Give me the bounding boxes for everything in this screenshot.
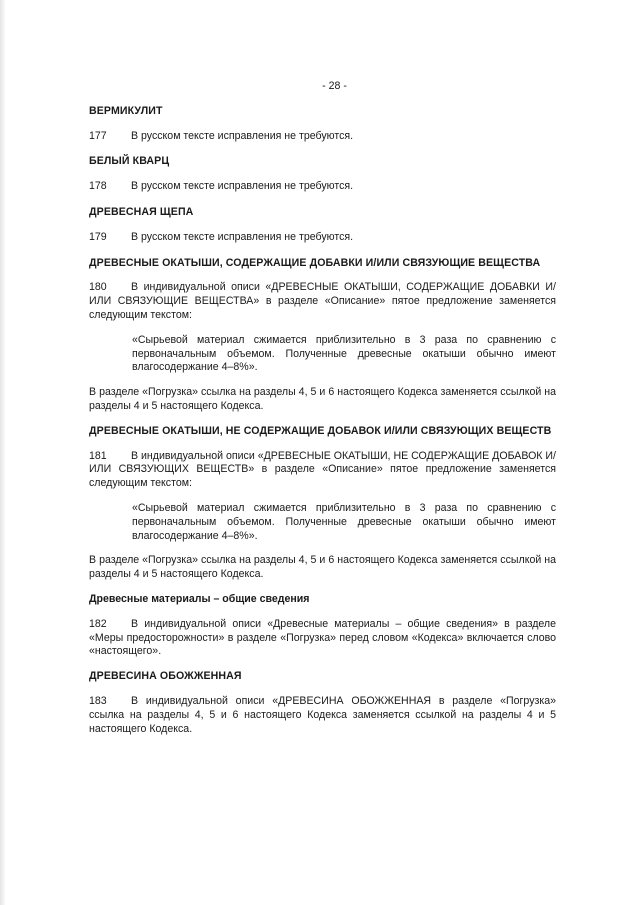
paragraph-text: В индивидуальной описи «ДРЕВЕСНЫЕ ОКАТЫШИ, СОДЕРЖАЩИЕ ДОБАВКИ И/ИЛИ СВЯЗУЮЩИЕ ВЕЩЕСТВА» в разделе «Описание» пятое предложение заменяется следующим текстом:	[89, 281, 556, 321]
paragraph-text: В индивидуальной описи «ДРЕВЕСИНА ОБОЖЖЕННАЯ в разделе «Погрузка» ссылка на разделы 4, 5 и 6 настоящего Кодекса заменяется ссылкой на разделы 4 и 5 настоящего Кодекса.	[89, 694, 556, 735]
section-heading-wood-chips: ДРЕВЕСНАЯ ЩЕПА	[89, 205, 194, 218]
page-edge-shadow	[0, 0, 6, 905]
paragraph-number: 181	[89, 449, 107, 462]
paragraph-178	[89, 180, 556, 194]
paragraph-179	[89, 231, 556, 245]
paragraph-text: В индивидуальной описи «Древесные материалы – общие сведения» в разделе «Меры предосторожности» в разделе «Погрузка» перед словом «Кодекса» включается слово «настоящего».	[89, 617, 556, 658]
page-number: - 28 -	[322, 80, 347, 92]
quoted-replacement-text-180: «Сырьевой материал сжимается приблизительно в 3 раза по сравнению с первоначальным объемом. Полученные древесные окатыши обычно имеют влагосодержание 4–8%».	[132, 333, 556, 374]
section-heading-vermiculite: ВЕРМИКУЛИТ	[89, 104, 163, 117]
quoted-replacement-text-181: «Сырьевой материал сжимается приблизительно в 3 раза по сравнению с первоначальным объемом. Полученные древесные окатыши обычно имеют влагосодержание 4–8%».	[132, 501, 556, 542]
section-heading-wood-pellets-without-additives: ДРЕВЕСНЫЕ ОКАТЫШИ, НЕ СОДЕРЖАЩИЕ ДОБАВОК И/ИЛИ СВЯЗУЮЩИХ ВЕЩЕСТВ	[89, 424, 552, 437]
section-heading-charred-wood: ДРЕВЕСИНА ОБОЖЖЕННАЯ	[89, 670, 242, 683]
paragraph-text: В русском тексте исправления не требуются.	[131, 180, 354, 193]
paragraph-182	[89, 618, 556, 659]
section-heading-wood-pellets-with-additives: ДРЕВЕСНЫЕ ОКАТЫШИ, СОДЕРЖАЩИЕ ДОБАВКИ И/ИЛИ СВЯЗУЮЩИЕ ВЕЩЕСТВА	[89, 256, 541, 269]
paragraph-text: В русском тексте исправления не требуются.	[131, 230, 354, 243]
paragraph-number: 178	[89, 180, 107, 193]
paragraph-number: 179	[89, 230, 107, 243]
paragraph-number: 180	[89, 281, 107, 294]
paragraph-181	[89, 450, 556, 491]
paragraph-text: В русском тексте исправления не требуются.	[131, 129, 354, 142]
section-heading-white-quartz: БЕЛЫЙ КВАРЦ	[89, 155, 170, 168]
paragraph-183	[89, 695, 556, 736]
paragraph-number: 182	[89, 617, 107, 630]
paragraph-180	[89, 281, 556, 322]
paragraph-number: 183	[89, 694, 107, 707]
document-body	[89, 80, 556, 747]
paragraph-text: В индивидуальной описи «ДРЕВЕСНЫЕ ОКАТЫШИ, НЕ СОДЕРЖАЩИЕ ДОБАВОК И/ИЛИ СВЯЗУЮЩИХ ВЕЩЕСТВ» в разделе «Описание» пятое предложение заменяется следующим текстом:	[89, 449, 556, 490]
paragraph-181-loading: В разделе «Погрузка» ссылка на разделы 4, 5 и 6 настоящего Кодекса заменяется ссылкой на разделы 4 и 5 настоящего Кодекса.	[89, 554, 556, 581]
section-heading-wood-materials-general: Древесные материалы – общие сведения	[89, 592, 310, 605]
paragraph-177	[89, 130, 556, 144]
paragraph-number: 177	[89, 129, 107, 142]
paragraph-180-loading: В разделе «Погрузка» ссылка на разделы 4, 5 и 6 настоящего Кодекса заменяется ссылкой на разделы 4 и 5 настоящего Кодекса.	[89, 386, 556, 412]
